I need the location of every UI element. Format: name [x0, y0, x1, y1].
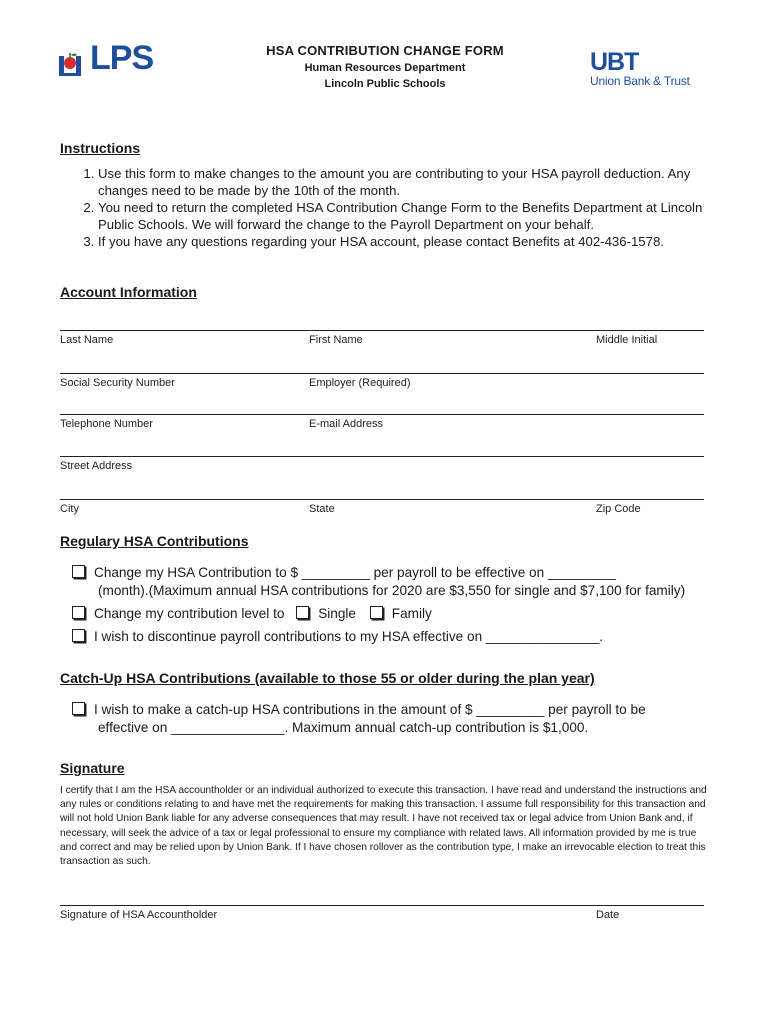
street-line[interactable] — [60, 456, 704, 457]
ssn-label: Social Security Number — [60, 377, 175, 389]
change-contribution-checkbox[interactable] — [72, 565, 85, 578]
instructions-heading: Instructions — [60, 140, 141, 156]
first-name-label: First Name — [309, 334, 363, 346]
catchup-text: I wish to make a catch-up HSA contributions in the amount of $ _________ per payroll to be — [94, 702, 646, 717]
lps-logo — [58, 39, 160, 78]
discontinue-option — [72, 628, 712, 646]
change-contribution-option — [72, 564, 712, 600]
instructions-section — [60, 140, 720, 250]
school-name: Lincoln Public Schools — [324, 78, 446, 90]
catchup-heading: Catch-Up HSA Contributions (available to those 55 or older during the plan year) — [60, 670, 595, 686]
single-label: Single — [318, 606, 356, 621]
regular-heading: Regulary HSA Contributions — [60, 533, 249, 549]
contribution-level-option — [72, 605, 712, 623]
single-checkbox[interactable] — [296, 606, 309, 619]
email-label: E-mail Address — [309, 418, 383, 430]
street-label: Street Address — [60, 460, 133, 472]
signature-label: Signature of HSA Accountholder — [60, 909, 218, 921]
signature-heading: Signature — [60, 760, 125, 776]
instruction-item: 1. Use this form to make changes to the amount you are contributing to your HSA payroll deduction. Any changes need to be made by the 10th of the month. — [98, 165, 720, 199]
last-name-label: Last Name — [60, 334, 114, 346]
instruction-item: 2. You need to return the completed HSA Contribution Change Form to the Benefits Department at Lincoln Public Schools. We will forward the change to the Payroll Department on your behalf. — [98, 199, 720, 233]
catchup-option — [72, 701, 712, 737]
certification-text: I certify that I am the HSA accountholder or an individual authorized to execute this transaction. I have read and understand the instructions and any rules or conditions relating to and have met the requirements for making this transaction. I assume full responsibility for this transaction and will not hold Union Bank liable for any adverse consequences that may result. I have not received tax or legal advice from Union Bank and, if necessary, will seek the advice of a tax or legal professional to ensure my compliance with related laws. All information provided by me is true and correct and may be relied upon by Union Bank. If I have chosen rollover as the contribution type, I make an irrevocable election to treat this transaction as such. — [60, 785, 707, 868]
phone-email-line[interactable] — [60, 414, 704, 415]
catchup-checkbox[interactable] — [72, 702, 85, 715]
middle-initial-label: Middle Initial — [596, 334, 658, 346]
form-title: HSA CONTRIBUTION CHANGE FORM — [266, 43, 504, 58]
ubt-logo-mark: UBT — [590, 48, 639, 76]
zip-label: Zip Code — [596, 503, 641, 515]
change-level-text: Change my contribution level to — [94, 606, 285, 621]
lps-logo-text: LPS — [90, 39, 154, 77]
discontinue-text: I wish to discontinue payroll contributions to my HSA effective on _______________. — [94, 629, 604, 644]
change-level-checkbox[interactable] — [72, 606, 85, 619]
ssn-employer-line[interactable] — [60, 373, 704, 374]
telephone-label: Telephone Number — [60, 418, 153, 430]
date-label: Date — [596, 909, 620, 921]
city-state-zip-line[interactable] — [60, 499, 704, 500]
form-header — [200, 43, 570, 90]
instruction-item: 3. If you have any questions regarding your HSA account, please contact Benefits at 402-436-1578. — [98, 233, 720, 250]
change-contribution-text-2: (month).(Maximum annual HSA contributions for 2020 are $3,550 for single and $7,100 for family) — [98, 583, 686, 598]
discontinue-checkbox[interactable] — [72, 629, 85, 642]
catchup-text-2: effective on _______________. Maximum annual catch-up contribution is $1,000. — [98, 720, 589, 735]
city-label: City — [60, 503, 79, 515]
family-checkbox[interactable] — [370, 606, 383, 619]
apple-book-icon — [58, 47, 82, 77]
ubt-logo-name: Union Bank & Trust — [590, 74, 690, 88]
department-name: Human Resources Department — [304, 62, 466, 74]
change-contribution-text: Change my HSA Contribution to $ _________ per payroll to be effective on _________ — [94, 565, 616, 580]
ubt-logo — [590, 50, 706, 92]
account-heading: Account Information — [60, 284, 197, 300]
state-label: State — [309, 503, 335, 515]
signature-line[interactable] — [60, 905, 704, 906]
name-line[interactable] — [60, 330, 704, 331]
instructions-list — [60, 165, 720, 250]
family-label: Family — [391, 606, 432, 621]
employer-label: Employer (Required) — [309, 377, 411, 389]
